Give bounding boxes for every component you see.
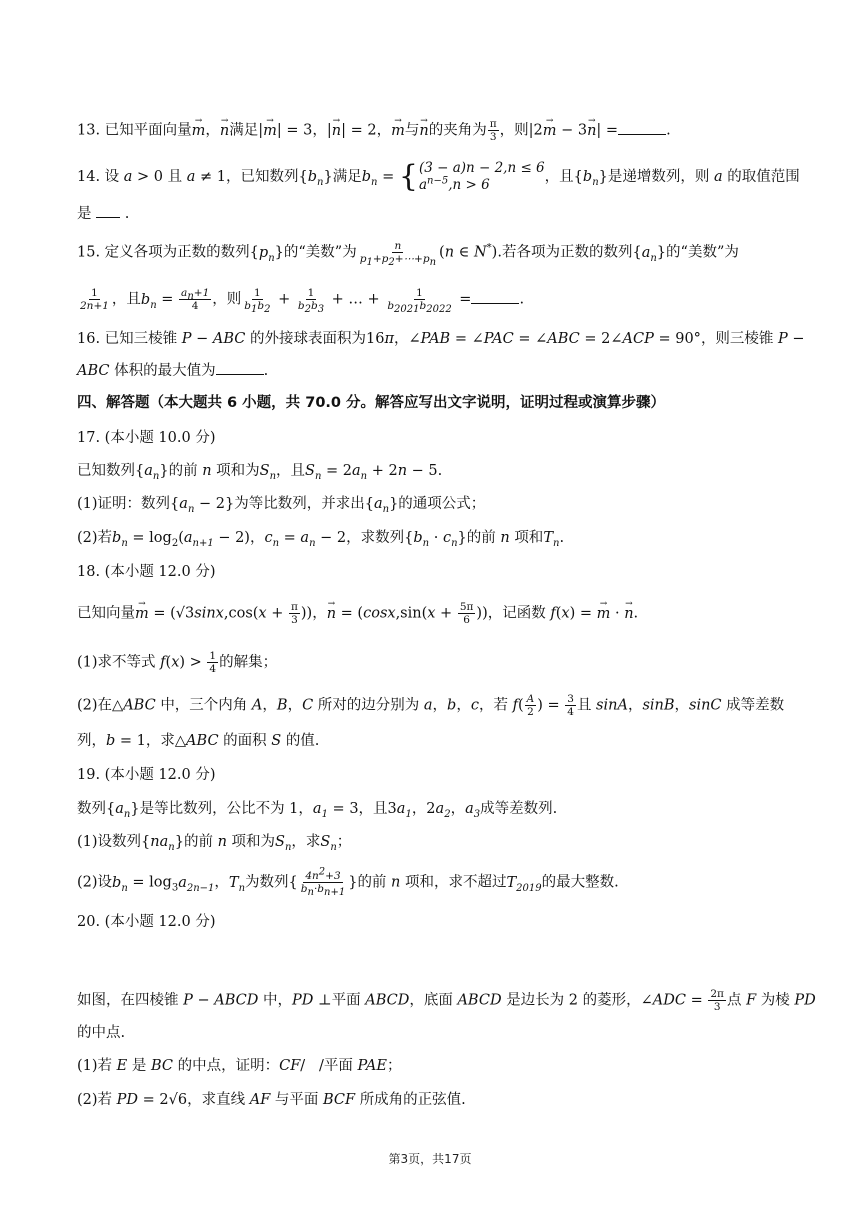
problem-16-cont: ABC 体积的最大值为 .	[77, 360, 780, 381]
problem-13: 13. 已知平面向量→ m，→ n满足|→ m| = 3，|→ n| = 2，→ m与→ n的夹角为 $\frac{\pi}{3}$ ，则|2→ m − 3→ n| = .	[77, 118, 780, 143]
answer-blank	[216, 360, 264, 375]
fraction-pi-3: $\frac{\pi}{3}$	[489, 118, 497, 143]
problem-18-q1: (1)求不等式 f(x) > $\frac{1}{4}$ 的解集；	[77, 650, 278, 675]
section-heading: 四、解答题（本大题共 6 小题，共 70.0 分。解答应写出文字说明，证明过程或演算步骤）	[77, 395, 666, 411]
problem-19-intro: 数列$\{a_n\}$是等比数列，公比不为 1，$a_1 = 3$，且$3a_1$，$2a_2$，$a_3$成等差数列.	[77, 801, 558, 820]
problem-17-intro: 已知数列$\{a_n\}$的前 n 项和为$S_n$，且$S_n = 2a_n + 2n - 5$.	[77, 463, 443, 482]
problem-14-cont: 是 .	[77, 203, 780, 224]
problem-18-header: 18. (本小题 12.0 分)	[77, 564, 216, 580]
problem-18-q2: (2)在△ABC 中，三个内角 A，B，C 所对的边分别为 a，b，c，若 f( $\frac{A}{2}$ ) = $\frac{3}{4}$ 且 sinA，sinB，sinC 成等差数	[77, 693, 785, 718]
problem-20-intro-cont: 的中点.	[77, 1025, 126, 1041]
problem-20-q1: (1)若 E 是 BC 的中点，证明：CF/ /平面 PAE；	[77, 1058, 402, 1074]
problem-19-q2: (2)设$b_n = \log_3a_{2n-1}$，$T_n$为数列{ $\frac{4n^2+3}{b_n\cdot b_{n+1}}$ }的前 n 项和，求不超过$T_{2019}$的最大整数.	[77, 866, 619, 899]
page-footer: 第3页，共17页	[388, 1152, 472, 1166]
fraction-beauty: $\frac{n}{p_1+p_2+\cdots+p_n}$	[359, 240, 437, 269]
answer-blank	[618, 120, 666, 135]
problem-18-q2-cont: 列，b = 1，求△ABC 的面积 S 的值.	[77, 733, 320, 749]
problem-19-header: 19. (本小题 12.0 分)	[77, 767, 216, 783]
problem-20-header: 20. (本小题 12.0 分)	[77, 914, 216, 930]
problem-15: 15. 定义各项为正数的数列$\{p_n\}$的“美数”为 $\frac{n}{p_1+p_2+\cdots+p_n}$ (n ∈ N*).若各项为正数的数列$\{a_n\}$的“美数”为	[77, 240, 739, 269]
problem-14: 14. 设 a > 0 且 a ≠ 1，已知数列$\{b_n\}$满足$b_n$ = { (3 − a)n − 2,n ≤ 6 $a^{n-5},n > 6$ ，且$\{b_n\}$是递增数列，则 a 的取值范围	[77, 159, 800, 194]
problem-20-q2: (2)若 PD = 2√6，求直线 AF 与平面 BCF 所成角的正弦值.	[77, 1092, 466, 1108]
problem-17-q1: (1)证明：数列$\{a_n - 2\}$为等比数列，并求出$\{a_n\}$的通项公式；	[77, 496, 486, 515]
problem-18-intro: 已知向量→ m = (√3sinx,cos(x + $\frac{\pi}{3}$ ))，→ n = (cosx,sin(x + $\frac{5\pi}{6}$ ))，记函数 f(x) = → m · → n.	[77, 601, 780, 626]
problem-16: 16. 已知三棱锥 P − ABC 的外接球表面积为16π，∠PAB = ∠PAC = ∠ABC = 2∠ACP = 90°，则三棱锥 P −	[77, 331, 805, 347]
piecewise-definition: { (3 − a)n − 2,n ≤ 6 $a^{n-5},n > 6$	[398, 159, 545, 194]
problem-20-intro: 如图，在四棱锥 P − ABCD 中，PD ⊥平面 ABCD，底面 ABCD 是边长为 2 的菱形，∠ADC = $\frac{2\pi}{3}$ 点 F 为棱 PD	[77, 988, 816, 1013]
problem-17-header: 17. (本小题 10.0 分)	[77, 430, 216, 446]
answer-blank	[471, 289, 519, 304]
answer-blank	[96, 203, 120, 218]
problem-19-q1: (1)设数列$\{na_n\}$的前 n 项和为$S_n$，求$S_n$；	[77, 834, 352, 853]
problem-17-q2: (2)若$b_n = \log_2(a_{n+1} - 2)$，$c_n = a_n - 2$，求数列$\{b_n \cdot c_n\}$的前 n 项和$T_n$.	[77, 530, 565, 549]
problem-15-cont: $\frac{1}{2n+1}$ ，且$b_n$ = $\frac{a_n+1}{4}$ ，则 $\frac{1}{b_1b_2}$ + $\frac{1}{b_2b_3}$ + … + $\frac{1}{b_{2021}b_{2022}}$ = .	[80, 287, 525, 316]
